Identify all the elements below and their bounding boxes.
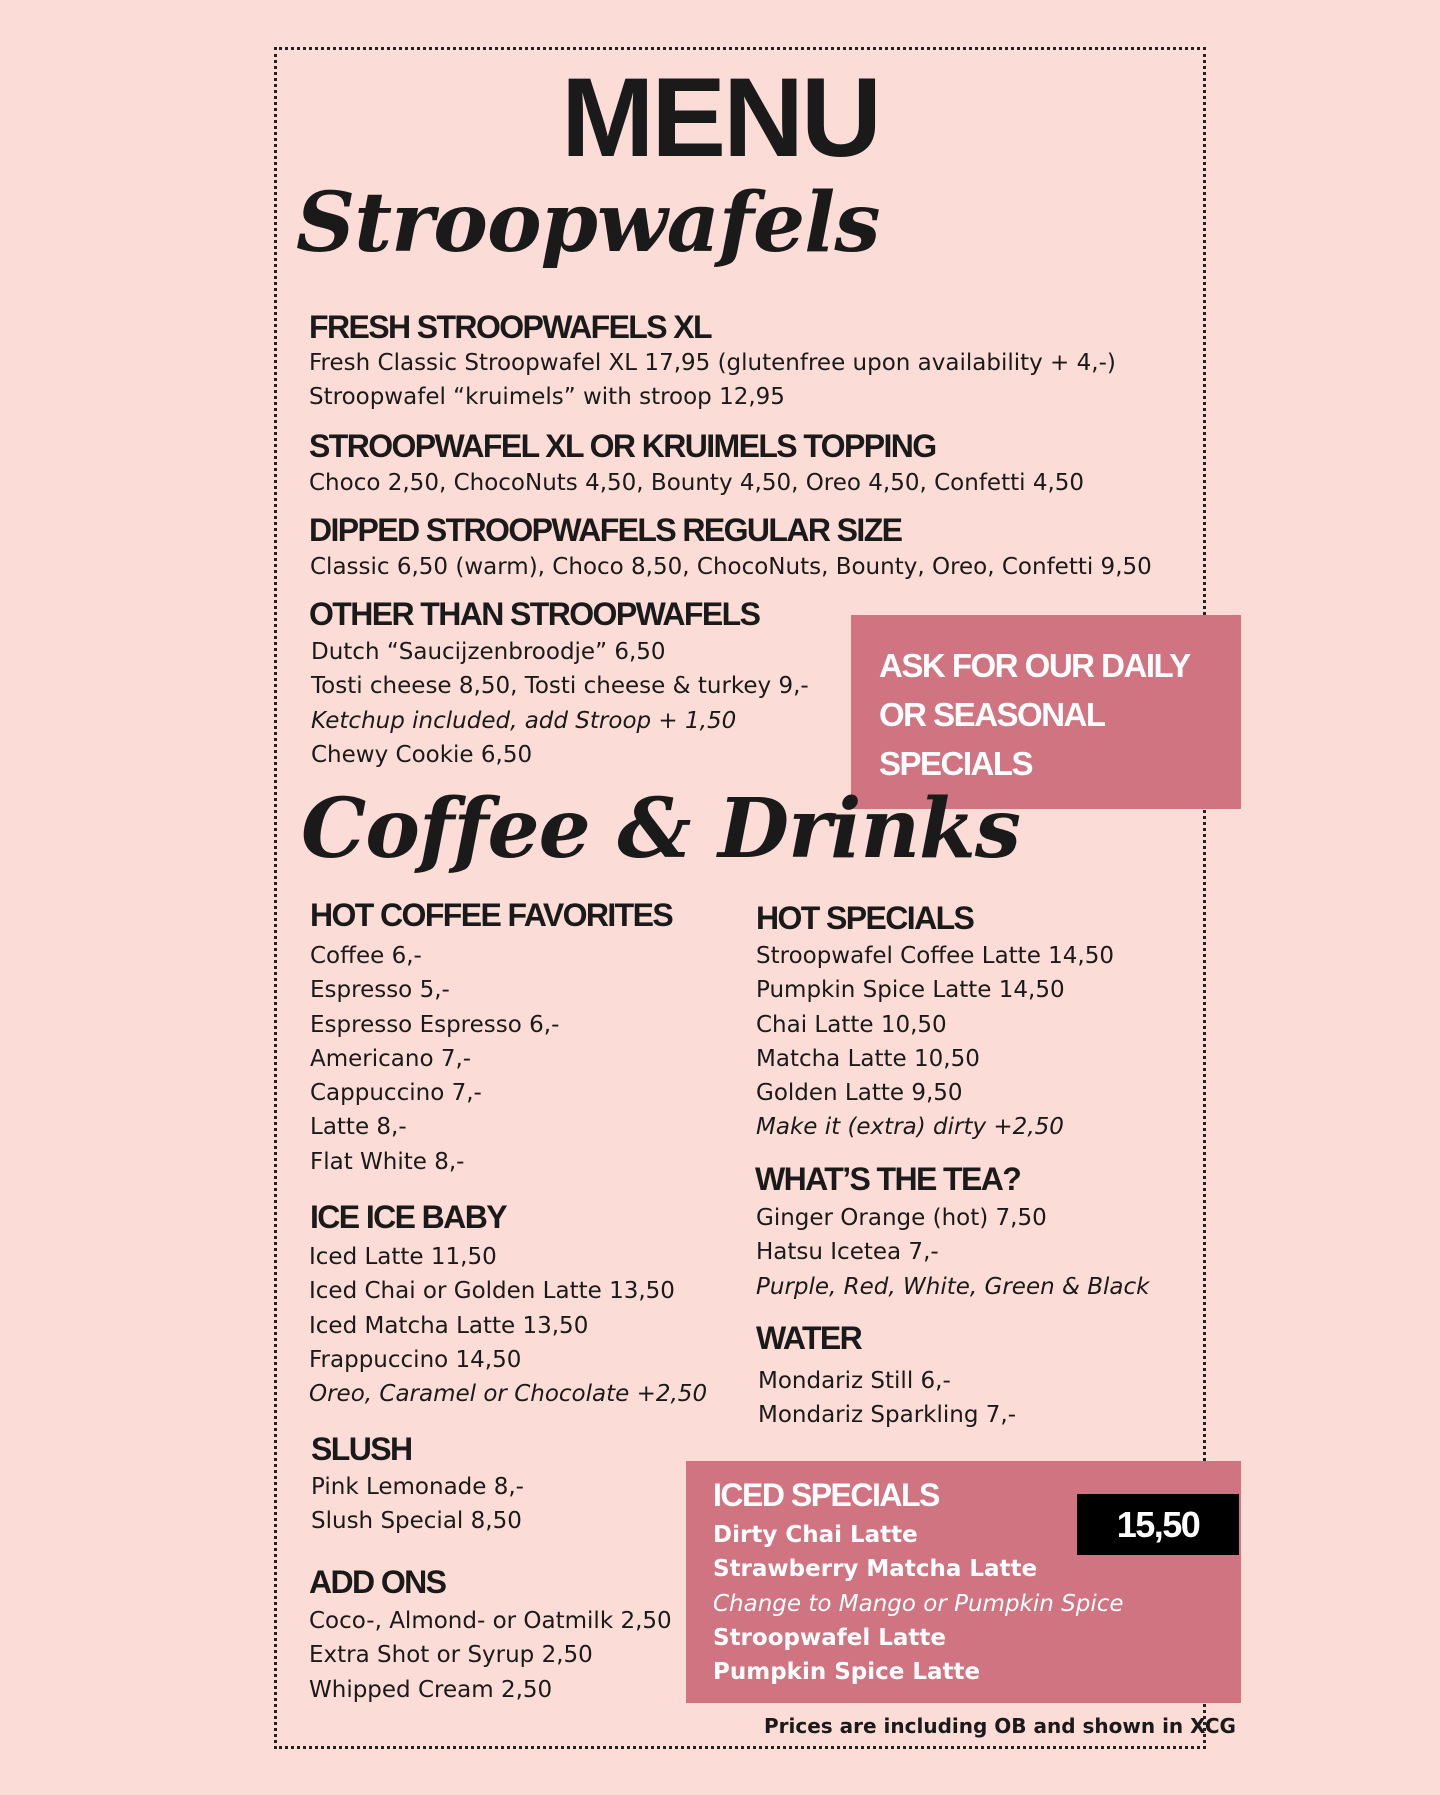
topping-heading: STROOPWAFEL XL OR KRUIMELS TOPPING (309, 428, 936, 464)
list-item: Mondariz Still 6,- (758, 1368, 951, 1394)
list-item: Make it (extra) dirty +2,50 (756, 1114, 1064, 1141)
list-item: Classic 6,50 (warm), Choco 8,50, ChocoNuts, Bounty, Oreo, Confetti 9,50 (310, 554, 1152, 580)
fresh-list (309, 346, 1116, 415)
stroopwafels-heading: Stroopwafels (296, 175, 880, 271)
fresh-heading: FRESH STROOPWAFELS XL (309, 309, 711, 345)
list-item: Fresh Classic Stroopwafel XL 17,95 (glutenfree upon availability + 4,-) (309, 350, 1116, 376)
list-item: Cappuccino 7,- (310, 1080, 482, 1107)
list-item: Pink Lemonade 8,- (311, 1474, 524, 1500)
addons-heading: ADD ONS (309, 1564, 446, 1600)
list-item: Chai Latte 10,50 (756, 1011, 947, 1038)
list-item: Iced Matcha Latte 13,50 (309, 1312, 589, 1339)
list-item: Pumpkin Spice Latte (713, 1659, 981, 1686)
list-item: Extra Shot or Syrup 2,50 (309, 1642, 593, 1669)
price-footnote: Prices are including OB and shown in XCG (764, 1714, 1236, 1738)
list-item: Espresso Espresso 6,- (310, 1011, 560, 1038)
list-item: Coco-, Almond- or Oatmilk 2,50 (309, 1608, 672, 1634)
list-item: Dirty Chai Latte (713, 1522, 918, 1548)
tea-list (756, 1201, 1149, 1304)
ice-heading: ICE ICE BABY (310, 1199, 506, 1235)
list-item: Frappuccino 14,50 (309, 1346, 522, 1373)
addons-list (309, 1604, 672, 1707)
list-item: Stroopwafel Coffee Latte 14,50 (756, 943, 1115, 969)
list-item: Tosti cheese 8,50, Tosti cheese & turkey 9,- (311, 673, 809, 700)
water-list (758, 1364, 1016, 1433)
list-item: Iced Chai or Golden Latte 13,50 (309, 1278, 675, 1305)
list-item: Americano 7,- (310, 1045, 472, 1072)
iced-specials-price: 15,50 (1077, 1494, 1239, 1555)
hot-coffee-list (310, 939, 559, 1179)
list-item: Matcha Latte 10,50 (756, 1045, 980, 1072)
iced-specials-list (713, 1518, 1124, 1689)
list-item: Strawberry Matcha Latte (713, 1556, 1038, 1583)
iced-specials-heading: ICED SPECIALS (713, 1477, 939, 1513)
dipped-heading: DIPPED STROOPWAFELS REGULAR SIZE (309, 512, 902, 548)
other-list (311, 635, 809, 772)
list-item: Espresso 5,- (310, 977, 450, 1004)
tea-heading: WHAT’S THE TEA? (755, 1161, 1021, 1197)
list-item: Ketchup included, add Stroop + 1,50 (311, 707, 737, 734)
list-item: Change to Mango or Pumpkin Spice (713, 1590, 1124, 1617)
dipped-list (310, 550, 1152, 584)
other-heading: OTHER THAN STROOPWAFELS (309, 596, 760, 632)
water-heading: WATER (756, 1320, 862, 1356)
list-item: Pumpkin Spice Latte 14,50 (756, 977, 1065, 1004)
hot-specials-list (756, 939, 1114, 1145)
list-item: Slush Special 8,50 (311, 1508, 522, 1535)
list-item: Hatsu Icetea 7,- (756, 1239, 939, 1266)
list-item: Whipped Cream 2,50 (309, 1676, 553, 1703)
list-item: Iced Latte 11,50 (309, 1244, 497, 1270)
list-item: Oreo, Caramel or Chocolate +2,50 (309, 1381, 708, 1408)
list-item: Latte 8,- (310, 1114, 407, 1141)
hot-specials-heading: HOT SPECIALS (756, 900, 974, 936)
ice-list (309, 1240, 707, 1411)
list-item: Golden Latte 9,50 (756, 1080, 963, 1107)
list-item: Coffee 6,- (310, 943, 422, 969)
slush-heading: SLUSH (311, 1431, 412, 1467)
list-item: Stroopwafel Latte (713, 1624, 946, 1651)
list-item: Flat White 8,- (310, 1148, 465, 1175)
list-item: Dutch “Saucijzenbroodje” 6,50 (311, 639, 666, 665)
topping-list (309, 466, 1084, 500)
list-item: Choco 2,50, ChocoNuts 4,50, Bounty 4,50, Oreo 4,50, Confetti 4,50 (309, 470, 1085, 496)
daily-specials-text: ASK FOR OUR DAILY OR SEASONAL SPECIALS (879, 647, 1190, 782)
list-item: Ginger Orange (hot) 7,50 (756, 1205, 1047, 1231)
list-item: Stroopwafel “kruimels” with stroop 12,95 (309, 384, 785, 411)
hot-coffee-heading: HOT COFFEE FAVORITES (310, 897, 673, 933)
list-item: Purple, Red, White, Green & Black (756, 1273, 1150, 1300)
slush-list (311, 1470, 524, 1539)
list-item: Mondariz Sparkling 7,- (758, 1402, 1016, 1429)
menu-title: MENU (561, 55, 879, 180)
coffee-drinks-heading: Coffee & Drinks (301, 781, 1021, 877)
daily-specials-box (851, 615, 1241, 809)
list-item: Chewy Cookie 6,50 (311, 741, 533, 768)
